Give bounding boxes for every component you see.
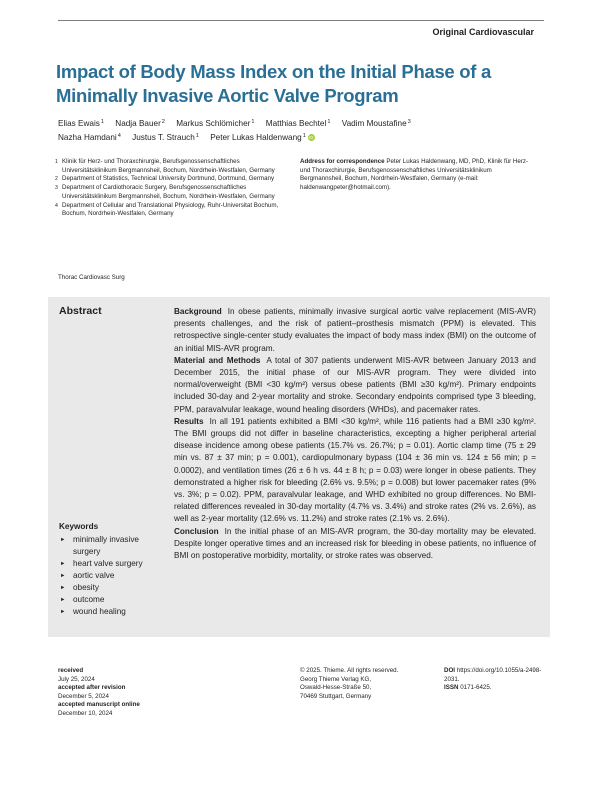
accepted-date: December 5, 2024	[58, 692, 109, 700]
affiliation-list	[55, 158, 287, 219]
author[interactable]: Justus T. Strauch$^1$	[132, 133, 199, 142]
online-label: accepted manuscript online	[58, 701, 140, 709]
author[interactable]: Nadja Bauer$^2$	[115, 119, 165, 128]
keyword-item[interactable]: ► outcome	[59, 594, 164, 606]
abstract-heading: Abstract	[59, 305, 102, 317]
article-title: Impact of Body Mass Index on the Initial Phase of a Minimally Invasive Aortic Valve Program	[56, 61, 491, 106]
doi-label: DOI	[444, 667, 456, 674]
keywords-heading: Keywords	[59, 522, 99, 531]
accepted-label: accepted after revision	[58, 684, 126, 692]
keyword-item[interactable]: ► minimally invasive surgery	[59, 534, 164, 558]
copyright-line: Georg Thieme Verlag KG,	[300, 675, 372, 683]
copyright-line: Oswald-Hesse-Straße 50,	[300, 684, 372, 692]
abstract-section: Background In obese patients, minimally invasive surgical aortic valve replacement (MIS-AVR) presents challenges, and the risk of patient–prosthesis mismatch (PPM) is elevated. This retrospective single-center study evaluates the impact of body mass index (BMI) on the outcome of an initial MIS-AVR program.	[174, 307, 536, 353]
abstract-section: Conclusion In the initial phase of an MIS-AVR program, the 30-day mortality may be elevated. Despite longer operative times and an increased risk for bleeding in obese patients, no influence of BMI on postoperative morbidity, mortality, or stroke rates was observed.	[174, 526, 536, 561]
orcid-icon[interactable]: iD	[309, 135, 314, 140]
keywords-panel	[59, 521, 164, 618]
keyword-item[interactable]: ► wound healing	[59, 606, 164, 618]
author[interactable]: Peter Lukas Haldenwang$^1$ iD	[210, 133, 314, 142]
received-date: July 25, 2024	[58, 675, 95, 683]
doi-link[interactable]: https://doi.org/10.1055/a-2498-2031.	[444, 667, 542, 683]
online-date: December 10, 2024	[58, 709, 113, 717]
issn-value: 0171-6425.	[460, 684, 492, 692]
author[interactable]: Markus Schlömicher$^1$	[176, 119, 255, 128]
affiliation: 3 Department of Cardiothoracic Surgery, Berufsgenossenschaftliches Universitätsklinikum Bergmannsheil, Bochum, Nordrhein-Westfalen, Germany	[55, 184, 275, 200]
correspondence-text: Peter Lukas Haldenwang, MD, PhD, Klinik für Herz- und Thoraxchirurgie, Berufsgenossenschaftliches Universitätsklinikum Bergmannsheil, Bochum, Nordrhein-Westfalen, Germany (e-mail: haldenwangpeter@hotmail.com).	[300, 158, 529, 192]
abstract-section: Results In all 191 patients exhibited a BMI <30 kg/m², while 116 patients had a BMI ≥30 kg/m². The BMI groups did not differ in baseline characteristics, excepting a higher peripheral arterial disease incidence among obese patients (15.7% vs. 26.7%; p = 0.01). Aortic clamp time (75 ± 29 min vs. 87 ± 37 min; p = 0.001), cardiopulmonary bypass (104 ± 36 min vs. 124 ± 56 min; p = 0.0002), and ventilation times (26 ± 6 h vs. 44 ± 8 h; p = 0.03) were longer in obese patients. They demonstrated a higher risk for bleeding (2.6% vs. 9.5%; p = 0.008) but lower pacemaker rates (9% vs. 3%; p = 0.02). PPM, paravalvular leakage, and WHD exhibited no group differences. No BMI-related differences revealed in 30-day mortality (4.7% vs. 3.4%) and stroke rates (2% vs. 2.6%), as well as 2-year mortality (12.6% vs. 11.2%) and stroke rates (2.1% vs. 2.6%).	[174, 416, 536, 524]
author[interactable]: Elias Ewais$^1$	[58, 119, 104, 128]
copyright-block	[300, 667, 440, 701]
copyright-line: 70469 Stuttgart, Germany	[300, 692, 372, 700]
keyword-item[interactable]: ► aortic valve	[59, 570, 164, 582]
journal-citation: Thorac Cardiovasc Surg	[58, 274, 125, 281]
keyword-list	[59, 534, 164, 618]
author[interactable]: Vadim Moustafine$^3$	[341, 119, 411, 128]
author-list	[58, 116, 488, 144]
section-label: Original Cardiovascular	[432, 27, 534, 37]
article-dates	[58, 667, 258, 719]
doi-block	[444, 667, 544, 693]
affiliation: 1 Klinik für Herz- und Thoraxchirurgie, Berufsgenossenschaftliches Universitätsklinikum Bergmannsheil, Bochum, Nordrhein-Westfalen, Germany	[55, 158, 275, 174]
copyright-line: © 2025. Thieme. All rights reserved.	[300, 667, 399, 674]
correspondence-address	[300, 158, 532, 193]
author[interactable]: Nazha Hamdani$^4$	[58, 133, 121, 142]
header-rule	[58, 20, 544, 21]
abstract-section: Material and Methods A total of 307 patients underwent MIS-AVR between January 2013 and December 2015, the initial phase of our MIS-AVR program. They were divided into normal/overweight (BMI <30 kg/m²) versus obese patients (BMI ≥30 kg/m²). Primary endpoints included 30-day and 2-year mortality and stroke. Secondary endpoints comprised type 3 bleeding, PPM, paravalvular leakage, wound healing disorders (WHDs), and pacemaker rates.	[174, 355, 536, 414]
correspondence-label: Address for correspondence	[300, 158, 385, 165]
affiliation: 2 Department of Statistics, Technical University Dortmund, Dortmund, Germany	[55, 175, 275, 183]
author[interactable]: Matthias Bechtel$^1$	[265, 119, 331, 128]
affiliation: 4 Department of Cellular and Translational Physiology, Ruhr-Universitat Bochum, Bochum, Nordrhein-Westfalen, Germany	[55, 201, 279, 218]
issn-label: ISSN	[444, 684, 459, 692]
keyword-item[interactable]: ► heart valve surgery	[59, 558, 164, 570]
abstract-body	[174, 306, 536, 562]
keyword-item[interactable]: ► obesity	[59, 582, 164, 594]
received-label: received	[58, 667, 84, 674]
